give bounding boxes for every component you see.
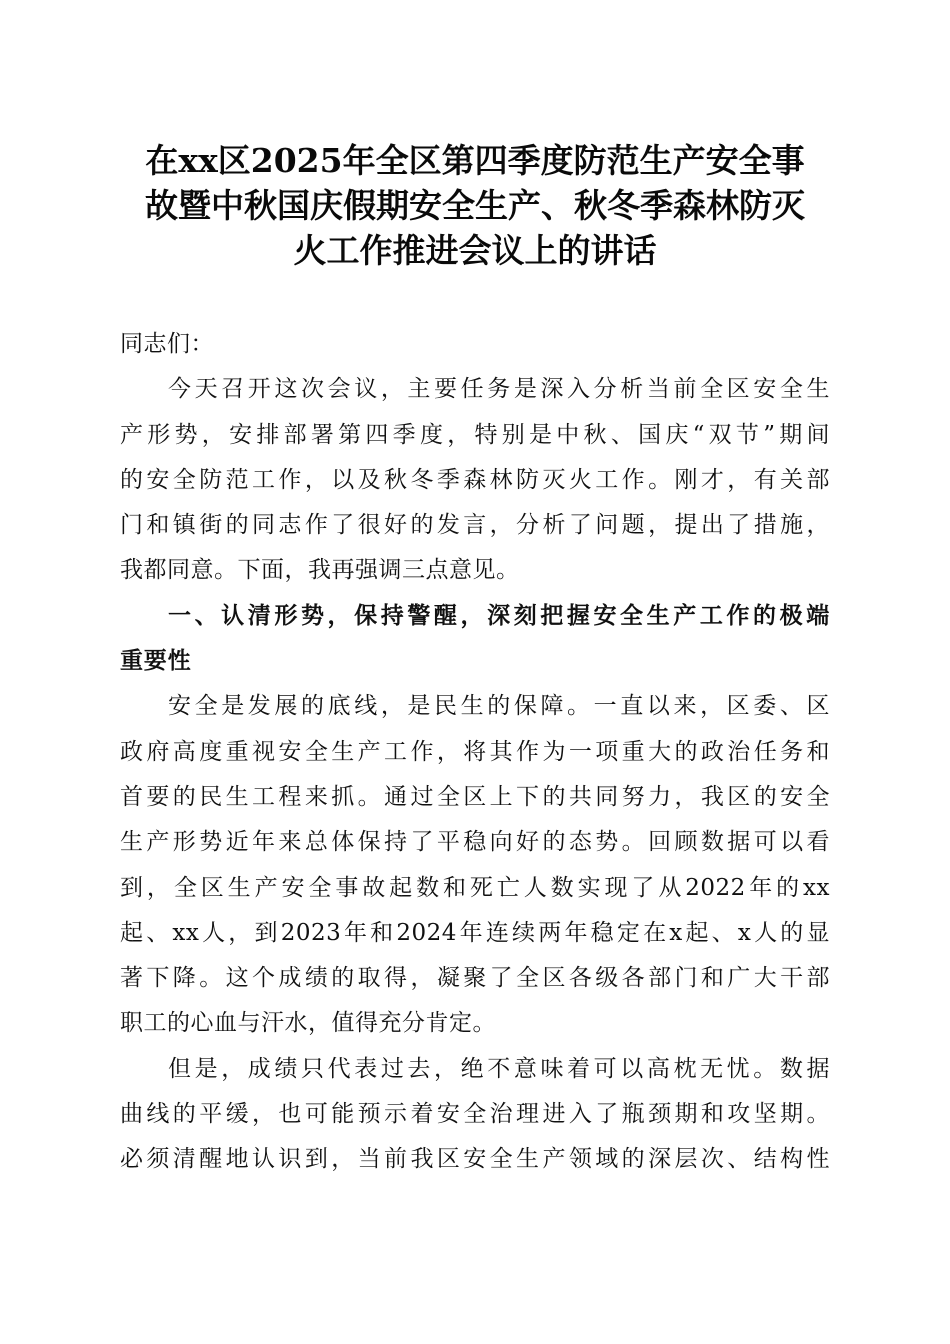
paragraph-line: 门和镇街的同志作了很好的发言，分析了问题，提出了措施， [120,512,830,539]
paragraph-line: 生产形势近年来总体保持了平稳向好的态势。回顾数据可以看 [120,829,830,856]
title-line: 火工作推进会议上的讲话 [293,231,657,270]
paragraph-line: 我都同意。下面，我再强调三点意见。 [120,557,520,584]
section-heading-1 [120,594,830,685]
paragraph-line: 著下降。这个成绩的取得，凝聚了全区各级各部门和广大干部 [120,965,830,992]
heading-line: 一、认清形势，保持警醒，深刻把握安全生产工作的极端 [168,602,830,629]
paragraph-line: 曲线的平缓，也可能预示着安全治理进入了瓶颈期和攻坚期。 [120,1101,830,1128]
paragraph-line: 政府高度重视安全生产工作，将其作为一项重大的政治任务和 [120,738,830,765]
heading-line: 重要性 [120,648,192,675]
intro-paragraph [120,367,830,593]
paragraph-line: 产形势，安排部署第四季度，特别是中秋、国庆“双节”期间 [120,421,830,448]
paragraph-line: 今天召开这次会议，主要任务是深入分析当前全区安全生 [168,376,830,403]
salutation: 同志们： [120,331,214,357]
paragraph-line: 首要的民生工程来抓。通过全区上下的共同努力，我区的安全 [120,783,830,810]
paragraph-1 [120,684,830,1046]
title-line: 故暨中秋国庆假期安全生产、秋冬季森林防灭 [145,186,805,225]
document-title [100,138,850,273]
title-line: 在xx区2025年全区第四季度防范生产安全事 [145,141,805,180]
paragraph-2 [120,1047,830,1183]
paragraph-line: 的安全防范工作，以及秋冬季森林防灭火工作。刚才，有关部 [120,466,830,493]
paragraph-line: 安全是发展的底线，是民生的保障。一直以来，区委、区 [168,693,830,720]
paragraph-line: 到，全区生产安全事故起数和死亡人数实现了从2022年的xx [120,874,830,901]
paragraph-line: 必须清醒地认识到，当前我区安全生产领域的深层次、结构性 [120,1146,830,1173]
document-body [120,322,830,1183]
paragraph-line: 职工的心血与汗水，值得充分肯定。 [120,1010,496,1037]
paragraph-line: 但是，成绩只代表过去，绝不意味着可以高枕无忧。数据 [168,1055,830,1082]
paragraph-line: 起、xx人，到2023年和2024年连续两年稳定在x起、x人的显 [120,919,830,946]
